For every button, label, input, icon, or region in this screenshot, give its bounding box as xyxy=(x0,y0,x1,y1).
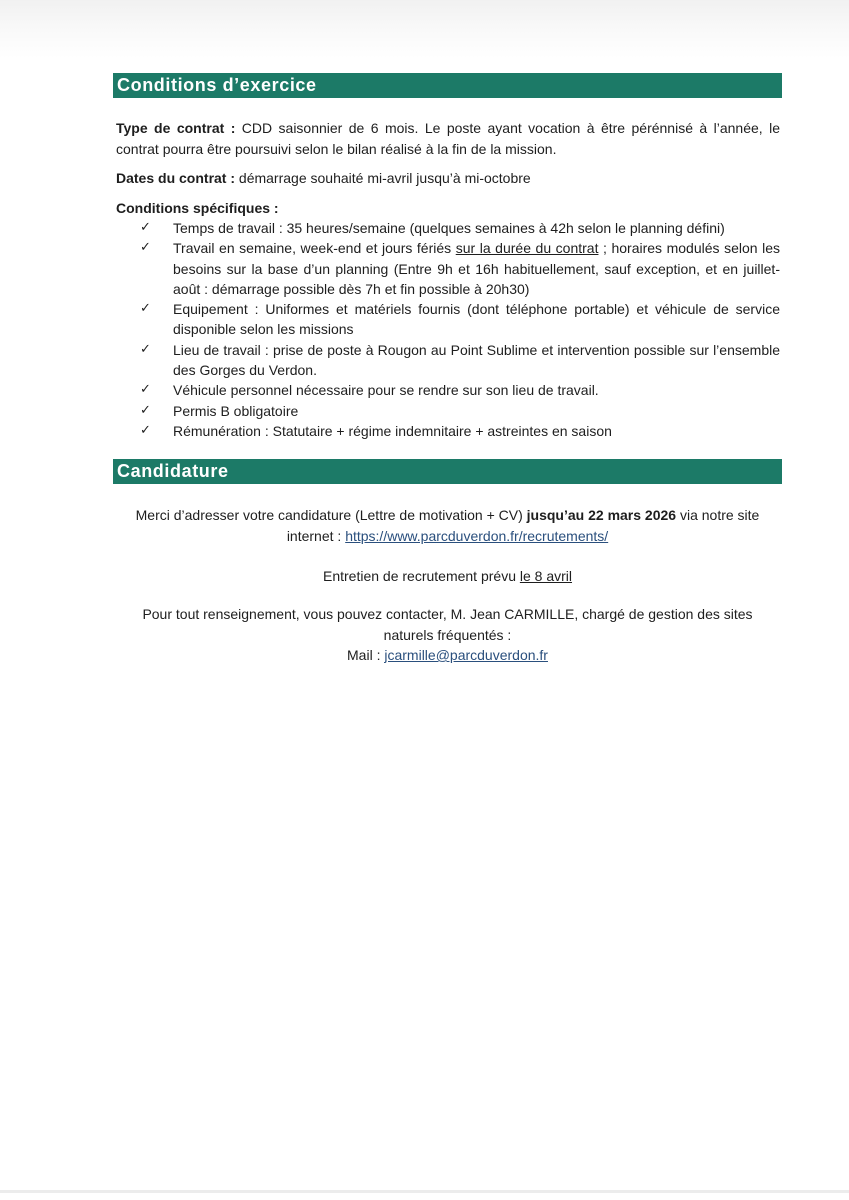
interview-date: le 8 avril xyxy=(519,568,573,584)
application-text-end: via notre site xyxy=(676,507,760,523)
internet-line xyxy=(113,526,782,547)
list-item-text: Temps de travail : 35 heures/semaine (quelques semaines à 42h selon le planning défini) xyxy=(173,220,725,236)
application-deadline: jusqu’au 22 mars 2026 xyxy=(526,507,677,523)
contract-type-text: CDD saisonnier de 6 mois. Le poste ayant vocation à être pérénnisé à l’année, le contrat pourra être poursuivi selon le bilan réalisé à la fin de la mission. xyxy=(116,120,780,157)
section-header-candidature xyxy=(113,459,782,484)
contract-dates-paragraph xyxy=(116,168,780,189)
checkmark-icon: ✓ xyxy=(140,301,151,317)
list-item-text: Véhicule personnel nécessaire pour se rendre sur son lieu de travail. xyxy=(173,382,599,399)
contact-line-2: naturels fréquentés : xyxy=(383,626,512,643)
checkmark-icon: ✓ xyxy=(140,220,151,235)
list-item xyxy=(140,238,780,299)
checkmark-icon: ✓ xyxy=(140,382,151,398)
contract-type-label: Type de contrat : xyxy=(116,120,236,136)
section-header-conditions xyxy=(113,73,782,98)
application-text: Merci d’adresser votre candidature (Lettre de motivation + CV) xyxy=(135,507,527,523)
specific-conditions-heading: Conditions spécifiques : xyxy=(116,200,279,216)
contract-dates-label: Dates du contrat : xyxy=(116,170,236,186)
contact-line-1: Pour tout renseignement, vous pouvez contacter, M. Jean CARMILLE, chargé de gestion des sites xyxy=(142,606,753,622)
list-item-text: Equipement : Uniformes et matériels fournis (dont téléphone portable) et véhicule de service disponible selon les missions xyxy=(173,301,780,338)
list-item xyxy=(140,340,780,381)
mail-label: Mail : xyxy=(347,647,385,663)
list-item-text: Permis B obligatoire xyxy=(173,402,299,419)
section-title: Conditions d’exercice xyxy=(117,75,317,95)
checkmark-icon: ✓ xyxy=(140,341,151,357)
internet-label: internet : xyxy=(286,527,346,544)
list-item-text-underlined: sur la durée du contrat xyxy=(455,240,599,257)
contract-dates-text: démarrage souhaité mi-avril jusqu’à mi-octobre xyxy=(235,170,531,186)
contract-type-paragraph xyxy=(116,104,780,159)
list-item xyxy=(140,380,780,400)
list-item-text: Rémunération : Statutaire + régime indemnitaire + astreintes en saison xyxy=(173,422,612,439)
section-title: Candidature xyxy=(117,461,229,481)
email-link[interactable]: jcarmille@parcduverdon.fr xyxy=(384,647,548,663)
interview-line xyxy=(113,566,782,587)
list-item xyxy=(140,299,780,340)
checkmark-icon: ✓ xyxy=(140,422,151,438)
interview-text: Entretien de recrutement prévu xyxy=(322,568,520,584)
scan-edge-bottom xyxy=(0,1190,849,1193)
list-item xyxy=(140,218,780,238)
application-line xyxy=(113,505,782,526)
application-instructions xyxy=(113,505,782,546)
list-item-text-post: ; horaires modulés selon les besoins sur la base d’un planning (Entre 9h et 16h habituellement, sauf exception, et en juillet-août : démarrage possible dès 7h et fin possible à 20h30) xyxy=(173,240,780,297)
list-item-text: Lieu de travail : prise de poste à Rougon au Point Sublime et intervention possible sur l’ensemble des Gorges du Verdon. xyxy=(173,341,780,379)
recruitment-url-link[interactable]: https://www.parcduverdon.fr/recrutements/ xyxy=(345,527,609,544)
list-item xyxy=(140,401,780,421)
scan-shadow-top xyxy=(0,0,849,58)
checkmark-icon: ✓ xyxy=(140,402,151,418)
contact-block xyxy=(113,604,782,666)
list-item xyxy=(140,421,780,441)
checkmark-icon: ✓ xyxy=(140,240,151,256)
list-item-text-pre: Travail en semaine, week-end et jours fériés xyxy=(173,240,456,257)
mail-line xyxy=(113,645,782,666)
conditions-list xyxy=(140,218,780,441)
